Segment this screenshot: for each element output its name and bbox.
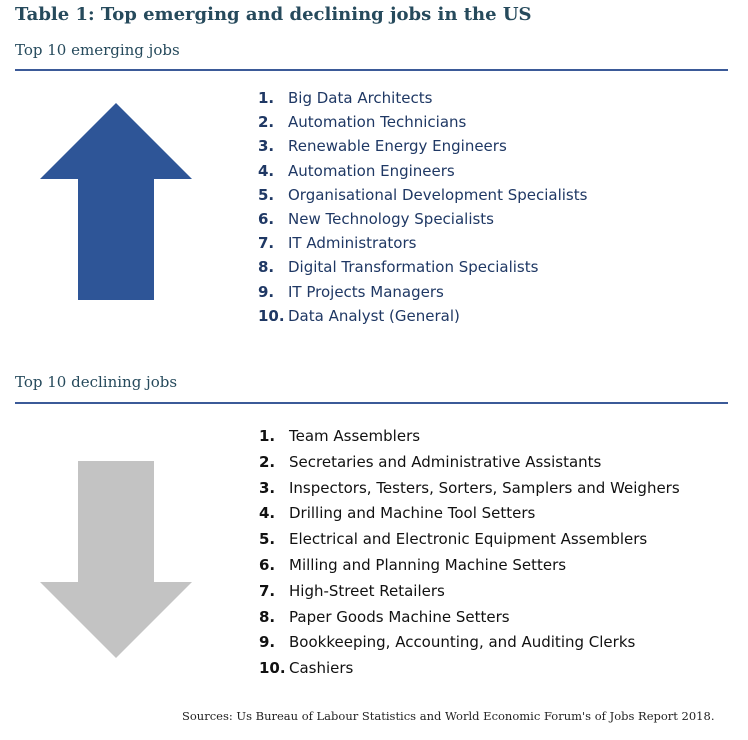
rank-number: 6. — [259, 555, 276, 574]
declining-job-item — [259, 630, 680, 656]
rank-number: 4. — [259, 504, 276, 523]
job-title: Inspectors, Testers, Sorters, Samplers and Weighers — [289, 478, 680, 497]
emerging-job-item — [258, 110, 587, 134]
job-title: Team Assemblers — [289, 427, 421, 445]
emerging-job-item — [258, 86, 587, 110]
job-title: IT Projects Managers — [288, 282, 444, 301]
rank-number: 2. — [258, 113, 275, 132]
rank-number: 7. — [258, 234, 275, 253]
emerging-job-item — [258, 134, 587, 158]
declining-job-item — [259, 656, 680, 682]
job-title: Cashiers — [289, 659, 354, 678]
source-note: Sources: Us Bureau of Labour Statistics and World Economic Forum's of Jobs Report 2018. — [182, 709, 715, 723]
rank-number: 3. — [259, 478, 276, 497]
declining-job-item — [259, 605, 680, 631]
emerging-jobs-list — [258, 86, 587, 328]
rank-number: 5. — [259, 530, 276, 549]
job-title: High-Street Retailers — [289, 581, 445, 600]
declining-job-item — [259, 527, 680, 553]
rank-number: 9. — [258, 282, 275, 301]
job-title: Secretaries and Administrative Assistants — [289, 452, 602, 471]
rank-number: 8. — [259, 607, 276, 626]
declining-job-item — [259, 476, 680, 502]
job-title: Automation Technicians — [288, 113, 467, 132]
declining-job-item — [259, 579, 680, 605]
declining-job-item — [259, 501, 680, 527]
emerging-job-item — [258, 159, 587, 183]
emerging-job-item — [258, 304, 587, 328]
rank-number: 3. — [258, 137, 275, 156]
declining-jobs-list — [259, 424, 680, 682]
rank-number: 7. — [259, 581, 276, 600]
declining-job-item — [259, 450, 680, 476]
down-arrow-icon — [40, 461, 192, 658]
emerging-job-item — [258, 255, 587, 279]
job-title: IT Administrators — [288, 234, 417, 253]
job-title: Renewable Energy Engineers — [288, 137, 507, 156]
declining-job-item — [259, 553, 680, 579]
rank-number: 9. — [259, 633, 276, 652]
rank-number: 4. — [258, 161, 275, 180]
job-title: Electrical and Electronic Equipment Assemblers — [289, 530, 648, 549]
declining-heading: Top 10 declining jobs — [15, 373, 178, 391]
job-title: Bookkeeping, Accounting, and Auditing Clerks — [289, 633, 636, 652]
job-title: Automation Engineers — [288, 161, 455, 180]
job-title: Big Data Architects — [288, 89, 433, 107]
job-title: Milling and Planning Machine Setters — [289, 555, 567, 574]
job-title: Digital Transformation Specialists — [288, 258, 539, 277]
job-title: Drilling and Machine Tool Setters — [289, 504, 536, 523]
rank-number: 5. — [258, 185, 275, 204]
up-arrow-icon — [40, 103, 192, 300]
rank-number: 10. — [259, 659, 286, 678]
emerging-job-item — [258, 280, 587, 304]
job-title: New Technology Specialists — [288, 209, 495, 228]
job-title: Data Analyst (General) — [288, 306, 460, 325]
emerging-job-item — [258, 231, 587, 255]
emerging-heading: Top 10 emerging jobs — [15, 41, 180, 59]
rank-number: 10. — [258, 306, 285, 325]
rank-number: 2. — [259, 452, 276, 471]
rank-number: 6. — [258, 209, 275, 228]
emerging-job-item — [258, 183, 587, 207]
emerging-divider — [15, 69, 728, 71]
job-title: Paper Goods Machine Setters — [289, 607, 510, 626]
declining-divider — [15, 402, 728, 404]
page-title: Table 1: Top emerging and declining jobs in the US — [15, 4, 532, 25]
rank-number: 1. — [258, 89, 275, 107]
declining-job-item — [259, 424, 680, 450]
rank-number: 8. — [258, 258, 275, 277]
job-title: Organisational Development Specialists — [288, 185, 588, 204]
rank-number: 1. — [259, 427, 276, 445]
emerging-job-item — [258, 207, 587, 231]
